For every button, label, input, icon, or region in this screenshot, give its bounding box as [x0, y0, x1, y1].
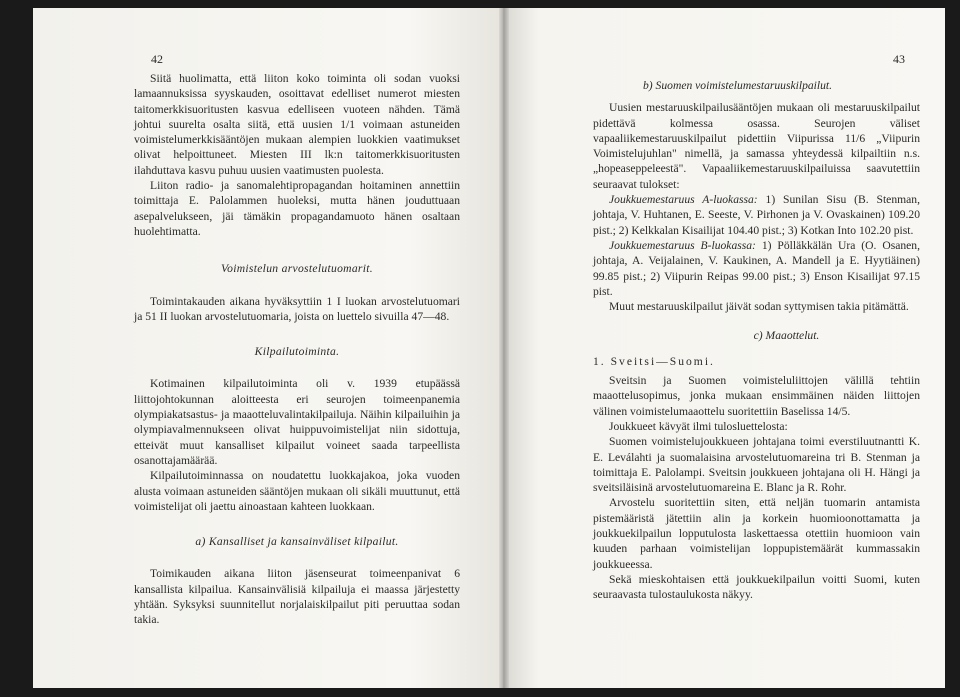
subsection-heading: c) Maaottelut. [753, 329, 820, 343]
numbered-heading: 1. Sveitsi—Suomi. [593, 354, 715, 368]
paragraph: Suomen voimistelujoukkueen johtajana toimi everstiluutnantti K. E. Leválahti ja suomalaisina arvostelutuomareina tri B. Stenman ja toimittaja E. Palolampi. Sveitsin joukkueen johtajana oli H. Hängi ja sveitsiläisinä arvostelutuomareina E. Blanc ja R. Rohr. [593, 435, 920, 495]
paragraph [593, 192, 920, 238]
paragraph: Liiton radio- ja sanomalehtipropagandan hoitaminen annettiin toimittaja E. Palolammen huoleksi, mutta hänen jouduttuaan asepalvelukseen, jäi tämäkin propagandamuoto hänen osaltaan huolehtimatta. [134, 179, 460, 238]
subsection-heading: b) Suomen voimistelumestaruuskilpailut. [643, 79, 833, 92]
paragraph: Toimintakauden aikana hyväksyttiin 1 I luokan arvostelutuomari ja 51 II luokan arvostelutuomaria, joista on luettelo sivuilla 47—48. [134, 294, 460, 323]
paragraph: Muut mestaruuskilpailut jäivät sodan syttymisen takia pitämättä. [609, 300, 909, 314]
paragraph: Arvostelu suoritettiin siten, että neljän tuomarin antamista pistemääristä jätettiin alin ja korkein huomioonottamatta ja joukkuekilpailun lopputulosta laskettaessa otettiin huomioon vain kuuden parhaan voimistelijan loppupistemäärät kummassakin joukkueessa. [593, 496, 920, 571]
book-spread [33, 8, 945, 688]
book-gutter [499, 8, 509, 688]
paragraph: Siitä huolimatta, että liiton koko toiminta oli sodan vuoksi lamaannuksissa syyskauden, osoittavat edelliset numerot miesten taitomerkkisuoritusten kasvua edelliseen vuoteen nähden. Tämä johtui suurelta osalta siitä, että uusien 1/1 voimaan astuneiden voimistelumerkkisääntöjen mukaan alempien luokkien vaatimukset olivat helpoittuneet. Miesten III lk:n taitomerkkisuoritusten ilahduttava kasvu puhuu uusien vaatimusten puolesta. [134, 72, 460, 177]
paragraph [593, 238, 920, 299]
paragraph: Toimikauden aikana liiton jäsenseurat toimeenpanivat 6 kansallista kilpailua. Kansainvälisiä kilpailuja ei maassa järjestetty yhtään. Syksyksi suunnitellut norjalaiskilpailut piti peruuttaa sodan takia. [134, 567, 460, 627]
right-page [503, 8, 945, 688]
left-page [33, 8, 503, 688]
paragraph: Sekä mieskohtaisen että joukkuekilpailun voitti Suomi, kuten seuraavasta tulostaulukosta näkyy. [593, 572, 920, 602]
subsection-heading: a) Kansalliset ja kansainväliset kilpailut. [195, 535, 399, 549]
page-number: 42 [151, 52, 163, 66]
paragraph: Joukkueet kävyät ilmi tulosluettelosta: [609, 419, 788, 433]
right-column [593, 78, 920, 603]
paragraph: Uusien mestaruuskilpailusääntöjen mukaan oli mestaruuskilpailut pidettävä kolmessa osassa. Seurojen väliset vapaaliikemestaruuskilpailut pidettiin Viipurissa 11/6 „Viipurin Voimistelujuhlan" nimellä, ja samassa yhteydessä kilpailtiin n.s. „hopeaseppeleestä". Vapaaliikemestaruuskilpailuissa saavutettiin seuraavat tulokset: [593, 101, 920, 191]
section-heading: Voimistelun arvostelutuomarit. [221, 262, 373, 276]
paragraph: Sveitsin ja Suomen voimisteluliittojen välillä tehtiin maaottelusopimus, jonka mukaan ensimmäinen näiden liittojen välinen voimistelumaaottelu suoritettiin Baselissa 14/5. [593, 374, 920, 418]
paragraph: Kilpailutoiminnassa on noudatettu luokkajakoa, joka vuoden alusta voimaan astuneiden sääntöjen mukaan oli sikäli muuttunut, että voimistelijat oli jaettu ainoastaan kahteen luokkaan. [134, 469, 460, 513]
result-text: 1) Sunilan Sisu (B. Stenman, johtaja, V. Huhtanen, E. Seeste, V. Pirhonen ja V. Ovaskainen) 109.20 pist.; 2) Kelkkalan Kisailijat 104.40 pist.; 3) Kotkan Into 102.20 pist. [593, 193, 920, 237]
section-heading: Kilpailutoiminta. [254, 345, 340, 359]
left-column [134, 71, 460, 628]
result-text: 1) Pölläkkälän Ura (O. Osanen, johtaja, A. Veijalainen, V. Kaukinen, A. Mandell ja E. Hyytiäinen) 99.85 pist.; 2) Viipurin Reipas 99.00 pist.; 3) Enson Kisailijat 97.15 pist. [593, 238, 920, 298]
result-label: Joukkuemestaruus A-luokassa: [609, 193, 758, 207]
paragraph: Kotimainen kilpailutoiminta oli v. 1939 etupäässä liittojohtokunnan aloitteesta eri seurojen toimeenpanemia olympiakatsastus- ja maaotteluvalintakilpailuja. Näihin kilpailuihin ja olympiavalmennukseen olivat huippuvoimistelijat niin sidottuja, etteivät muut kansalliset kilpailut voineet saada tarpeellista osanottajamäärää. [134, 377, 460, 467]
page-number: 43 [893, 52, 905, 66]
result-label: Joukkuemestaruus B-luokassa: [609, 238, 756, 252]
